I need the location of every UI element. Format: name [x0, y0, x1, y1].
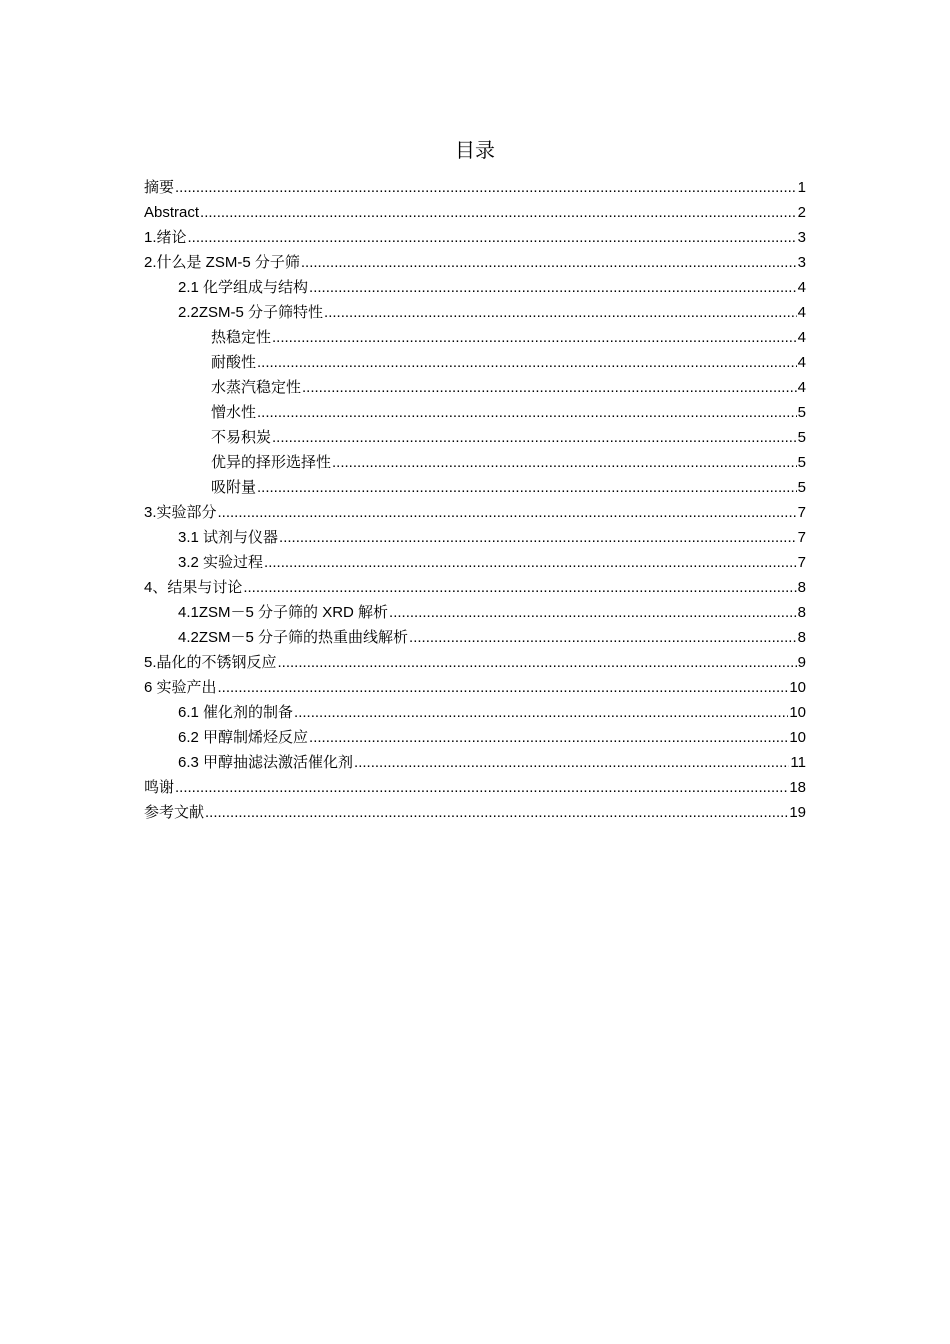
- toc-title: 目录: [455, 138, 495, 162]
- toc-entry-page: 8: [797, 604, 806, 621]
- toc-dot-leader: [272, 325, 797, 350]
- toc-dot-leader: [243, 575, 796, 600]
- toc-entry-page: 4: [797, 329, 806, 346]
- toc-dot-leader: [257, 475, 797, 500]
- toc-entry-references[interactable]: [144, 800, 806, 825]
- toc-entry-label: 3.实验部分: [144, 504, 217, 521]
- toc-dot-leader: [309, 275, 797, 300]
- toc-dot-leader: [264, 550, 797, 575]
- toc-dot-leader: [188, 225, 797, 250]
- toc-dot-leader: [409, 625, 797, 650]
- toc-entry-shape-selectivity[interactable]: [144, 450, 806, 475]
- toc-entry-page: 11: [790, 754, 806, 771]
- toc-dot-leader: [278, 650, 797, 675]
- toc-entry-page: 4: [797, 379, 806, 396]
- toc-list: [144, 175, 806, 825]
- toc-entry-label: 憎水性: [211, 404, 257, 421]
- toc-entry-label: 摘要: [144, 179, 175, 196]
- toc-entry-acid-resistance[interactable]: [144, 350, 806, 375]
- toc-entry-label: 6.1 催化剂的制备: [178, 704, 294, 721]
- toc-dot-leader: [175, 175, 797, 200]
- toc-entry-page: 10: [789, 679, 806, 696]
- toc-entry-hydrophobicity[interactable]: [144, 400, 806, 425]
- toc-entry-thermal-stability[interactable]: [144, 325, 806, 350]
- toc-entry-chemical-composition[interactable]: [144, 275, 806, 300]
- toc-dot-leader: [324, 300, 797, 325]
- toc-entry-label: 水蒸汽稳定性: [211, 379, 302, 396]
- toc-entry-label: 热稳定性: [211, 329, 272, 346]
- toc-entry-page: 1: [797, 179, 806, 196]
- toc-entry-label: 1.绪论: [144, 229, 187, 246]
- toc-entry-page: 4: [797, 304, 806, 321]
- toc-entry-page: 5: [797, 404, 806, 421]
- toc-entry-page: 5: [797, 454, 806, 471]
- toc-entry-label: 参考文献: [144, 804, 205, 821]
- toc-dot-leader: [301, 250, 797, 275]
- toc-entry-coke-resistance[interactable]: [144, 425, 806, 450]
- toc-entry-page: 8: [797, 629, 806, 646]
- toc-entry-page: 4: [797, 279, 806, 296]
- toc-entry-label: 2.1 化学组成与结构: [178, 279, 309, 296]
- toc-entry-abstract-cn[interactable]: [144, 175, 806, 200]
- toc-entry-label: 4.1ZSM－5 分子筛的 XRD 解析: [178, 604, 389, 621]
- toc-dot-leader: [272, 425, 797, 450]
- toc-dot-leader: [257, 350, 797, 375]
- toc-entry-page: 7: [797, 554, 806, 571]
- toc-entry-label: 4、结果与讨论: [144, 579, 243, 596]
- toc-entry-label: 2.什么是 ZSM-5 分子筛: [144, 254, 300, 271]
- toc-entry-label: 6 实验产出: [144, 679, 217, 696]
- toc-entry-introduction[interactable]: [144, 225, 806, 250]
- toc-entry-stainless-steel-reaction[interactable]: [144, 650, 806, 675]
- toc-entry-page: 10: [789, 704, 806, 721]
- toc-entry-acknowledgements[interactable]: [144, 775, 806, 800]
- toc-entry-page: 3: [797, 229, 806, 246]
- toc-dot-leader: [175, 775, 788, 800]
- toc-entry-label: 4.2ZSM－5 分子筛的热重曲线解析: [178, 629, 409, 646]
- toc-entry-abstract-en[interactable]: [144, 200, 806, 225]
- toc-entry-page: 4: [797, 354, 806, 371]
- toc-dot-leader: [279, 525, 797, 550]
- toc-entry-page: 5: [797, 479, 806, 496]
- toc-entry-label: 5.晶化的不锈钢反应: [144, 654, 277, 671]
- toc-entry-page: 3: [797, 254, 806, 271]
- toc-entry-steam-stability[interactable]: [144, 375, 806, 400]
- toc-entry-experimental-output[interactable]: [144, 675, 806, 700]
- toc-dot-leader: [200, 200, 797, 225]
- toc-entry-label: 优异的择形选择性: [211, 454, 332, 471]
- toc-entry-tg-curve-analysis[interactable]: [144, 625, 806, 650]
- toc-entry-page: 2: [797, 204, 806, 221]
- toc-entry-label: 吸附量: [211, 479, 257, 496]
- toc-entry-page: 7: [797, 504, 806, 521]
- toc-dot-leader: [218, 675, 789, 700]
- toc-entry-label: Abstract: [144, 204, 200, 221]
- toc-dot-leader: [332, 450, 797, 475]
- toc-entry-zsm5-properties[interactable]: [144, 300, 806, 325]
- toc-entry-label: 6.2 甲醇制烯烃反应: [178, 729, 309, 746]
- toc-entry-experimental[interactable]: [144, 500, 806, 525]
- toc-entry-page: 8: [797, 579, 806, 596]
- toc-dot-leader: [218, 500, 797, 525]
- toc-entry-page: 19: [789, 804, 806, 821]
- toc-entry-page: 7: [797, 529, 806, 546]
- toc-dot-leader: [309, 725, 788, 750]
- toc-entry-label: 3.2 实验过程: [178, 554, 264, 571]
- toc-entry-reagents-instruments[interactable]: [144, 525, 806, 550]
- toc-entry-label: 6.3 甲醇抽滤法激活催化剂: [178, 754, 354, 771]
- toc-entry-adsorption-capacity[interactable]: [144, 475, 806, 500]
- toc-entry-xrd-analysis[interactable]: [144, 600, 806, 625]
- toc-entry-page: 5: [797, 429, 806, 446]
- toc-entry-label: 2.2ZSM-5 分子筛特性: [178, 304, 324, 321]
- toc-entry-label: 3.1 试剂与仪器: [178, 529, 279, 546]
- toc-entry-catalyst-activation[interactable]: [144, 750, 806, 775]
- toc-dot-leader: [205, 800, 788, 825]
- toc-dot-leader: [302, 375, 797, 400]
- toc-entry-label: 耐酸性: [211, 354, 257, 371]
- toc-entry-page: 10: [789, 729, 806, 746]
- toc-dot-leader: [354, 750, 789, 775]
- toc-entry-results-discussion[interactable]: [144, 575, 806, 600]
- toc-entry-experimental-procedure[interactable]: [144, 550, 806, 575]
- toc-dot-leader: [389, 600, 797, 625]
- toc-dot-leader: [257, 400, 797, 425]
- toc-entry-page: 18: [789, 779, 806, 796]
- toc-entry-methanol-to-olefins[interactable]: [144, 725, 806, 750]
- toc-entry-label: 鸣谢: [144, 779, 175, 796]
- toc-dot-leader: [294, 700, 788, 725]
- toc-entry-page: 9: [797, 654, 806, 671]
- toc-entry-what-is-zsm5[interactable]: [144, 250, 806, 275]
- toc-entry-catalyst-preparation[interactable]: [144, 700, 806, 725]
- toc-entry-label: 不易积炭: [211, 429, 272, 446]
